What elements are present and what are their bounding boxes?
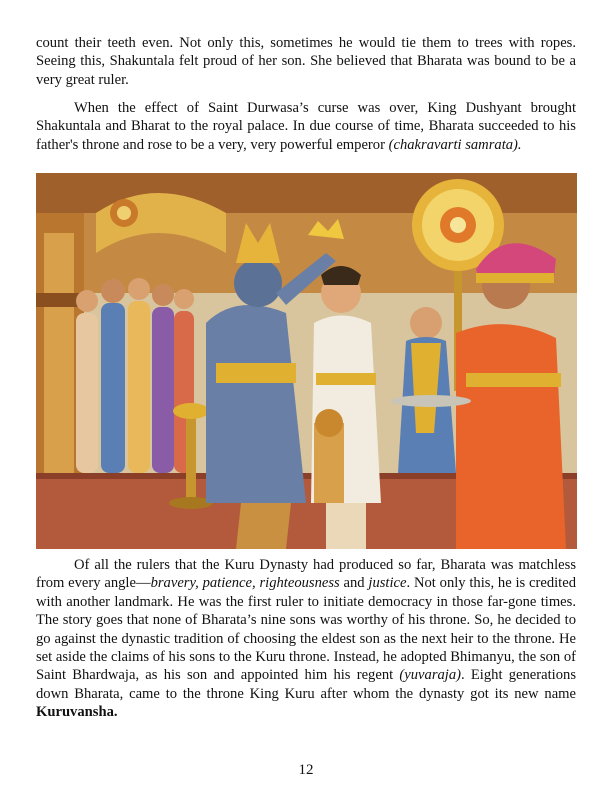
text-segment: . Eight generations down Bharata, came to the throne King Kuru after whom the dynasty got its new name (36, 667, 577, 702)
virtues-term: bravery, patience, righteousness (150, 575, 340, 592)
paragraph-intro-text: count their teeth even. Not only this, sometimes he would tie them to trees with ropes. Seeing this, Shakuntala felt proud of her son. She believed that Bharata was bound to be a very great ruler. (36, 35, 576, 88)
coronation-illustration (36, 173, 577, 549)
offering-plate (391, 395, 471, 407)
kuruvansha-term: Kuruvansha. (36, 704, 118, 721)
text-segment: and (339, 575, 369, 592)
yuvaraja-term: (yuvaraja) (399, 667, 462, 684)
text-segment: . Not only this, he is credited with another landmark. He was the first ruler to initiate democracy in those far-gone times. The story goes that none of Bharata’s nine sons was worthy of his throne. So, he decided to go against the dynastic tradition of choosing the eldest son as the next heir to the throne. He set aside the claims of his sons to the Kuru throne. Instead, he adopted Bhimanyu, the son of Saint Bhardwaja, as his son and appointed him his regent (36, 575, 576, 684)
lion-statue (314, 409, 344, 503)
paragraph-succession (36, 99, 576, 154)
paragraph-kuru-dynasty (36, 556, 576, 722)
paragraph-intro (36, 34, 576, 89)
chakravarti-term: (chakravarti samrata). (388, 136, 522, 153)
page-number: 12 (298, 762, 314, 778)
justice-term: justice (368, 575, 407, 592)
text-segment: Of all the rulers that the Kuru Dynasty had produced so far, Bharata was matchless from every angle— (36, 557, 576, 592)
paragraph-succession-text: When the effect of Saint Durwasa’s curse was over, King Dushyant brought Shakuntala and Bharat to the royal palace. In due course of time, Bharata succeeded to his father's throne and rose to be a very, very powerful emperor (36, 100, 576, 153)
